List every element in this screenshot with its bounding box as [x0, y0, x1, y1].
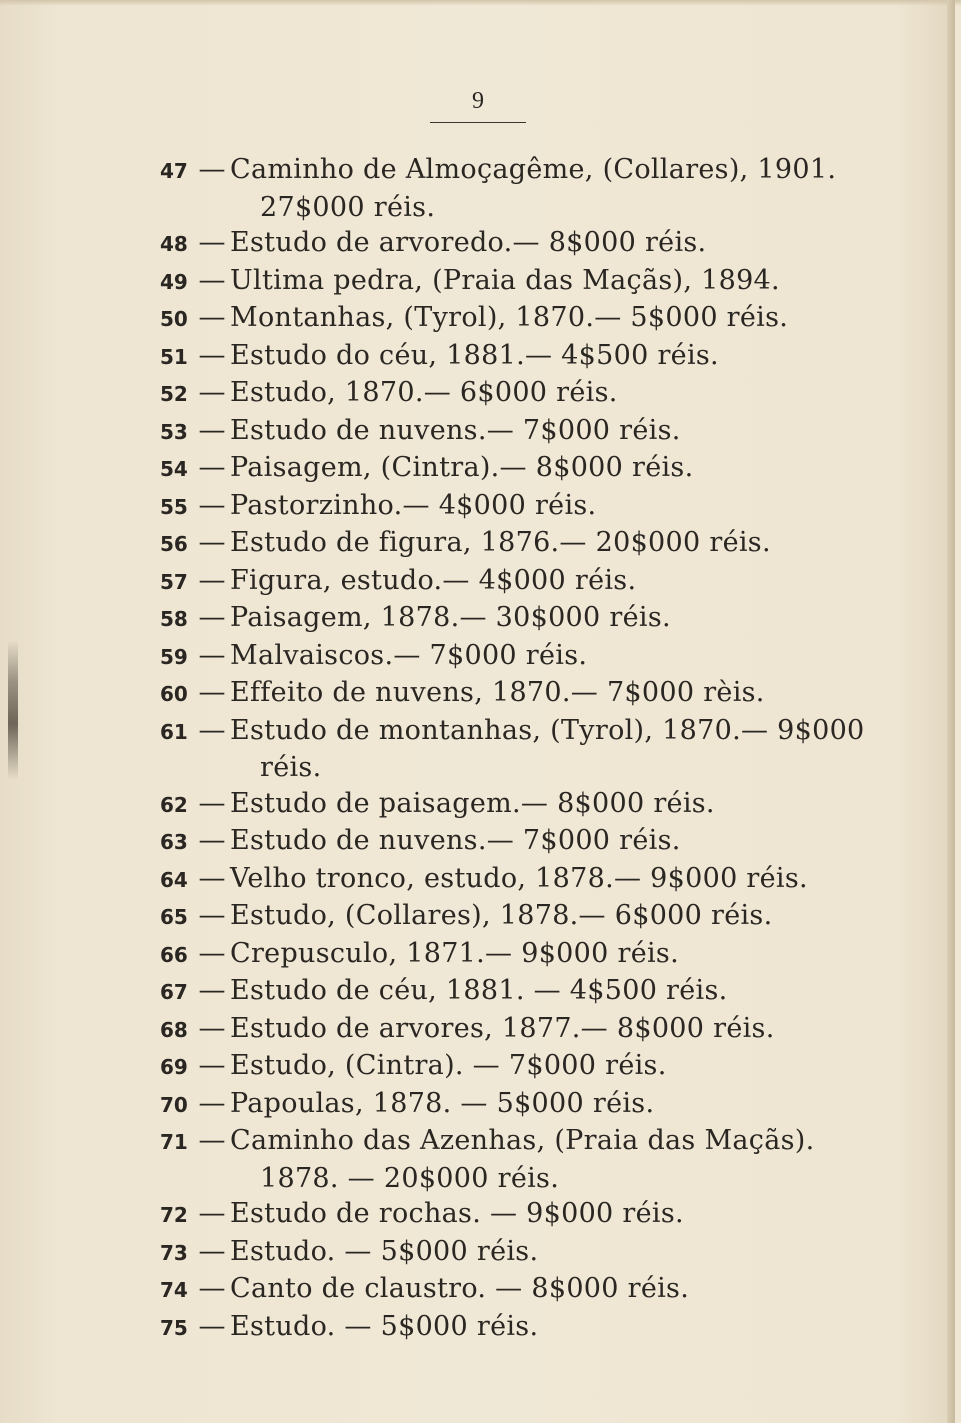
entry-dash: —	[198, 937, 226, 969]
entry-number: 75	[160, 1315, 188, 1340]
entry-text: Estudo de rochas. — 9$000 réis.	[230, 1198, 684, 1229]
entry-dash: —	[198, 862, 226, 894]
entry-text: Figura, estudo.— 4$000 réis.	[230, 564, 637, 596]
entry-dash: —	[198, 1012, 226, 1044]
catalogue-entry	[160, 675, 860, 713]
entry-number: 50	[160, 307, 188, 331]
entry-continuation: réis.	[260, 752, 322, 783]
catalogue-entries	[160, 152, 865, 1346]
entry-text: Caminho das Azenhas, (Praia das Maçãs).	[230, 1125, 815, 1156]
entry-number: 49	[160, 269, 188, 294]
entry-number: 66	[160, 942, 188, 967]
entry-number: 57	[160, 569, 188, 594]
entry-number: 58	[160, 607, 188, 631]
catalogue-entry	[160, 898, 860, 936]
entry-dash: —	[198, 825, 226, 856]
page-number: 9	[472, 88, 484, 114]
catalogue-entry	[160, 1309, 860, 1347]
entry-dash: —	[198, 414, 226, 446]
catalogue-entry	[160, 1086, 860, 1124]
entry-text: Caminho de Almoçagême, (Collares), 1901.	[230, 154, 837, 185]
entry-number: 69	[160, 1055, 188, 1079]
entry-text: Estudo, (Collares), 1878.— 6$000 réis.	[230, 900, 773, 931]
entry-text: Estudo de arvores, 1877.— 8$000 réis.	[230, 1012, 775, 1044]
catalogue-entry	[160, 713, 865, 751]
entry-number: 68	[160, 1017, 188, 1042]
page-number-rule	[430, 122, 526, 123]
catalogue-entry	[160, 861, 860, 899]
entry-dash: —	[198, 339, 226, 371]
catalogue-entry	[160, 786, 860, 824]
entry-number: 74	[160, 1278, 188, 1302]
entry-dash: —	[198, 787, 226, 819]
entry-dash: —	[198, 900, 226, 931]
catalogue-entry	[160, 152, 860, 190]
entry-text: Paisagem, (Cintra).— 8$000 réis.	[230, 452, 694, 483]
entry-dash: —	[198, 452, 226, 483]
entry-dash: —	[198, 1125, 226, 1156]
entry-text: Effeito de nuvens, 1870.— 7$000 rèis.	[230, 677, 765, 708]
entry-text: Estudo de nuvens.— 7$000 réis.	[230, 825, 681, 856]
entry-text: Papoulas, 1878. — 5$000 réis.	[230, 1087, 655, 1119]
entry-number: 55	[160, 494, 188, 519]
catalogue-entry	[160, 973, 860, 1011]
catalogue-entry	[160, 450, 860, 488]
entry-number: 61	[160, 719, 188, 744]
catalogue-entry	[160, 1011, 860, 1049]
catalogue-entry	[160, 338, 860, 376]
catalogue-entry	[160, 1271, 860, 1309]
catalogue-entry	[160, 1048, 860, 1086]
entry-dash: —	[198, 302, 226, 333]
entry-dash: —	[198, 602, 226, 633]
entry-dash: —	[198, 1273, 226, 1304]
catalogue-entry	[160, 225, 860, 263]
entry-dash: —	[198, 227, 226, 258]
entry-text: Ultima pedra, (Praia das Maçãs), 1894.	[230, 264, 780, 296]
entry-text: Estudo. — 5$000 réis.	[230, 1235, 539, 1267]
catalogue-entry	[160, 936, 860, 974]
entry-text: Estudo do céu, 1881.— 4$500 réis.	[230, 339, 719, 371]
entry-number: 62	[160, 792, 188, 817]
entry-dash: —	[198, 527, 226, 558]
entry-number: 70	[160, 1092, 188, 1117]
entry-dash: —	[198, 677, 226, 708]
right-edge-shadow	[947, 0, 955, 1423]
entry-continuation: 1878. — 20$000 réis.	[260, 1162, 560, 1194]
entry-text: Estudo de montanhas, (Tyrol), 1870.— 9$000	[230, 714, 865, 746]
entry-text: Canto de claustro. — 8$000 réis.	[230, 1273, 690, 1304]
entry-text: Estudo de paisagem.— 8$000 réis.	[230, 787, 715, 819]
catalogue-entry	[160, 600, 860, 638]
entry-text: Paisagem, 1878.— 30$000 réis.	[230, 602, 671, 633]
entry-number: 53	[160, 419, 188, 444]
catalogue-entry	[160, 525, 860, 563]
entry-dash: —	[198, 489, 226, 521]
entry-text: Estudo de arvoredo.— 8$000 réis.	[230, 227, 707, 258]
entry-dash: —	[198, 1235, 226, 1267]
entry-dash: —	[198, 264, 226, 296]
entry-number: 71	[160, 1130, 188, 1154]
entry-number: 64	[160, 867, 188, 892]
catalogue-entry	[160, 375, 860, 413]
entry-number: 73	[160, 1240, 188, 1265]
entry-number: 48	[160, 232, 188, 256]
catalogue-entry	[160, 488, 860, 526]
entry-dash: —	[198, 154, 226, 185]
entry-number: 51	[160, 344, 188, 369]
entry-number: 60	[160, 682, 188, 706]
catalogue-entry	[160, 300, 860, 338]
catalogue-entry	[160, 263, 860, 301]
binding-thread-mark	[8, 640, 18, 780]
entry-text: Estudo, 1870.— 6$000 réis.	[230, 377, 618, 408]
entry-text: Estudo de figura, 1876.— 20$000 réis.	[230, 527, 771, 558]
catalogue-entry	[160, 413, 860, 451]
entry-continuation: 27$000 réis.	[260, 191, 436, 223]
entry-dash: —	[198, 377, 226, 408]
entry-text: Velho tronco, estudo, 1878.— 9$000 réis.	[230, 862, 808, 894]
catalogue-entry	[160, 823, 860, 861]
entry-dash: —	[198, 1310, 226, 1342]
entry-dash: —	[198, 564, 226, 596]
catalogue-entry	[160, 1196, 860, 1234]
entry-number: 72	[160, 1203, 188, 1227]
entry-dash: —	[198, 714, 226, 746]
entry-dash: —	[198, 1050, 226, 1081]
entry-text: Estudo de céu, 1881. — 4$500 réis.	[230, 975, 728, 1006]
entry-text: Pastorzinho.— 4$000 réis.	[230, 489, 597, 521]
entry-number: 67	[160, 980, 188, 1004]
entry-number: 56	[160, 532, 188, 556]
entry-text: Estudo, (Cintra). — 7$000 réis.	[230, 1050, 667, 1081]
entry-number: 59	[160, 644, 188, 669]
entry-text: Estudo. — 5$000 réis.	[230, 1310, 539, 1342]
top-edge-shadow	[0, 0, 961, 6]
entry-number: 65	[160, 905, 188, 929]
catalogue-entry	[160, 638, 860, 676]
entry-text: Estudo de nuvens.— 7$000 réis.	[230, 414, 681, 446]
entry-dash: —	[198, 1087, 226, 1119]
entry-number: 52	[160, 382, 188, 406]
entry-number: 47	[160, 159, 188, 183]
catalogue-entry	[160, 1123, 860, 1161]
entry-dash: —	[198, 639, 226, 671]
entry-text: Malvaiscos.— 7$000 réis.	[230, 639, 588, 671]
entry-text: Montanhas, (Tyrol), 1870.— 5$000 réis.	[230, 302, 789, 333]
entry-text: Crepusculo, 1871.— 9$000 réis.	[230, 937, 679, 969]
catalogue-entry	[160, 1234, 860, 1272]
entry-number: 54	[160, 457, 188, 481]
entry-dash: —	[198, 975, 226, 1006]
entry-number: 63	[160, 830, 188, 854]
entry-dash: —	[198, 1198, 226, 1229]
catalogue-entry	[160, 563, 860, 601]
